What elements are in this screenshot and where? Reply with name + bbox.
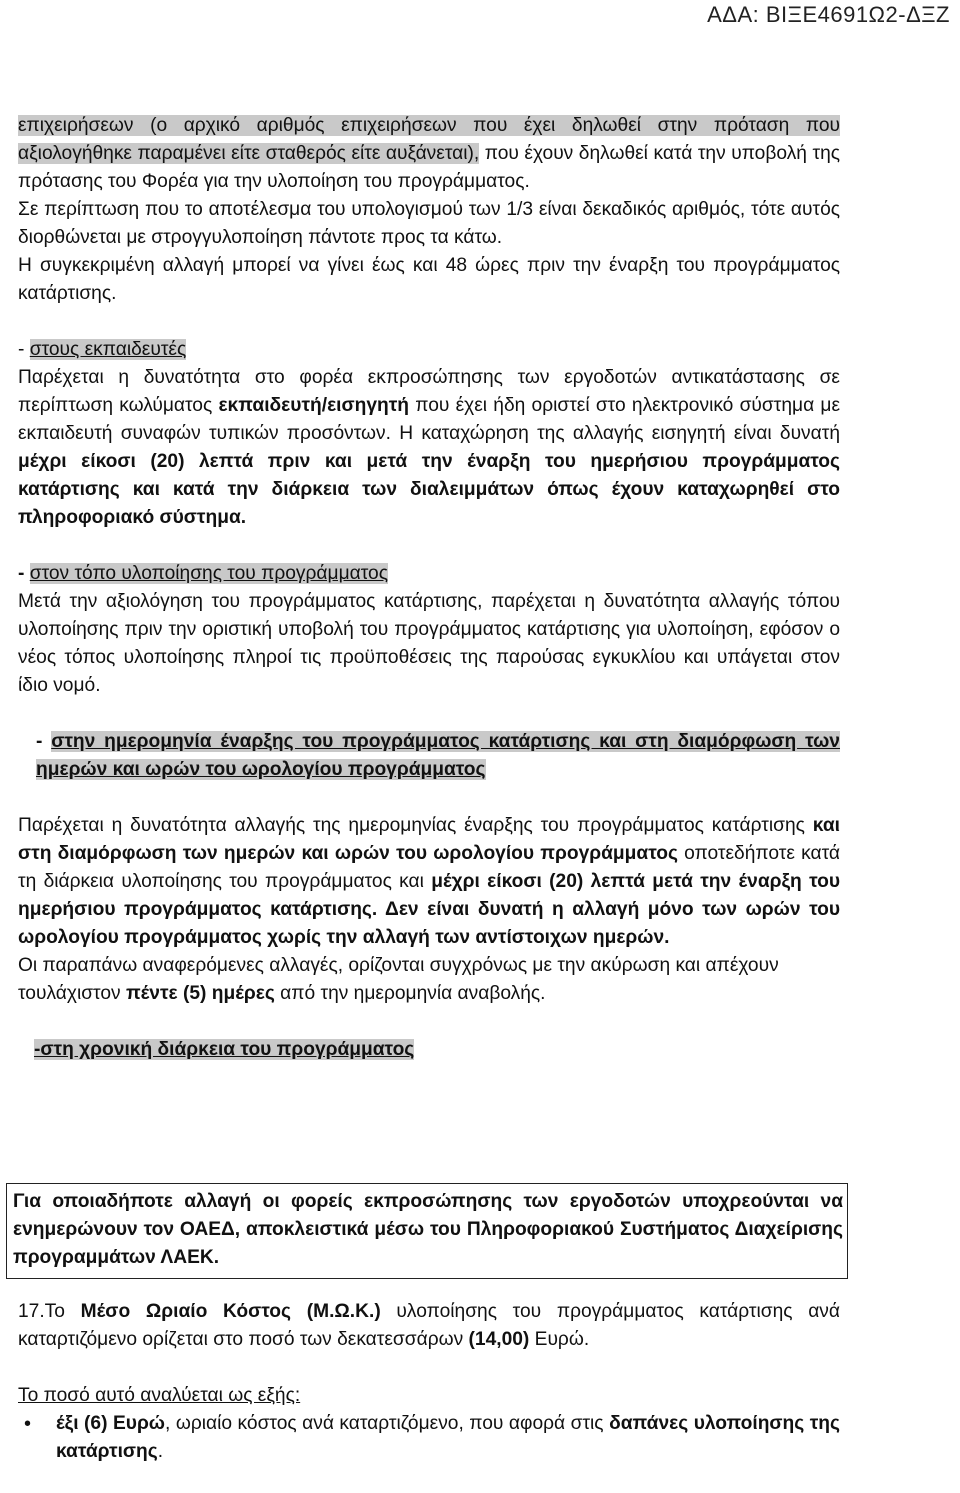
- text-span: .: [157, 1441, 164, 1462]
- text-span: οποτεδήποτε κατά τη διάρκεια υλοποίησης του προγράμματος και: [18, 843, 840, 892]
- text-span: υλοποίησης του προγράμματος κατάρτισης ανά καταρτιζόμενο ορίζεται στο ποσό των δεκατεσσάρων: [18, 1301, 840, 1350]
- section-title: -στη χρονική διάρκεια του προγράμματος: [34, 1039, 415, 1060]
- paragraph-48-hours: Η συγκεκριμένη αλλαγή μπορεί να γίνει έως και 48 ώρες πριν την έναρξη του προγράμματος κατάρτισης.: [18, 255, 840, 304]
- list-item: [18, 1410, 840, 1466]
- notice-box: [6, 1183, 848, 1279]
- text-span: Παρέχεται η δυνατότητα αλλαγής της ημερομηνίας έναρξης του προγράμματος κατάρτισης: [18, 815, 813, 836]
- bold-text: μέχρι είκοσι (20) λεπτά πριν και μετά την έναρξη του ημερήσιου προγράμματος κατάρτισης και κατά την διάρκεια των διαλειμμάτων όπως έχουν καταχωρηθεί στο πληροφοριακό σύστημα.: [18, 451, 840, 528]
- text-span: Παρέχεται η δυνατότητα στο φορέα εκπροσώπησης των εργοδοτών αντικατάστασης σε περίπτωση κωλύματος: [18, 367, 840, 416]
- paragraph-cost: [18, 1298, 840, 1354]
- text-span: που έχει ήδη οριστεί στο ηλεκτρονικό σύστημα με εκπαιδευτή συναφών τυπικών προσόντων. Η καταχώρηση της αλλαγής εισηγητή είναι δυνατή: [18, 395, 840, 444]
- section-place-heading: [18, 560, 840, 588]
- section-duration-heading: [18, 1036, 840, 1064]
- text-span: που έχουν δηλωθεί κατά την υποβολή της πρότασης του Φορέα για την υλοποίηση του προγράμματος.: [18, 143, 840, 192]
- bold-text: μέχρι είκοσι (20) λεπτά μετά την έναρξη του ημερήσιου προγράμματος κατάρτισης. Δεν είναι δυνατή η αλλαγή μόνο των ωρών του ωρολογίου προγράμματος χωρίς την αλλαγή των αντίστοιχων ημερών.: [18, 871, 840, 948]
- paragraph-teachers: [18, 364, 840, 532]
- cost-list: [18, 1410, 840, 1466]
- underlined-text: Το ποσό αυτό αναλύεται ως εξής:: [18, 1385, 301, 1406]
- bold-text: πέντε (5) ημέρες: [125, 983, 275, 1004]
- text-span: Ευρώ.: [529, 1329, 590, 1350]
- section-teachers-heading: [18, 336, 840, 364]
- bold-text: δαπάνες υλοποίησης της κατάρτισης: [56, 1413, 840, 1462]
- section-title: στην ημερομηνία έναρξης του προγράμματος κατάρτισης και στη διαμόρφωση των ημερών και ωρών του ωρολογίου προγράμματος: [36, 731, 840, 780]
- paragraph-rounding: Σε περίπτωση που το αποτέλεσμα του υπολογισμού των 1/3 είναι δεκαδικός αριθμός, τότε αυτός διορθώνεται με στρογγυλοποίηση πάντοτε προς τα κάτω.: [18, 199, 840, 248]
- notice-text: Για οποιαδήποτε αλλαγή οι φορείς εκπροσώπησης των εργοδοτών υποχρεούνται να ενημερώνουν τον ΟΑΕΔ, αποκλειστικά μέσω του Πληροφοριακού Συστήματος Διαχείρισης προγραμμάτων ΛΑΕΚ.: [13, 1191, 843, 1268]
- bold-text: έξι (6) Ευρώ: [56, 1413, 166, 1434]
- bold-text: Μέσο Ωριαίο Κόστος (Μ.Ω.Κ.): [80, 1301, 381, 1322]
- bold-text: και στη διαμόρφωση των ημερών και ωρών του ωρολογίου προγράμματος: [18, 815, 840, 864]
- text-span: από την ημερομηνία αναβολής.: [274, 983, 546, 1004]
- highlighted-text: επιχειρήσεων (ο αρχικό αριθμός επιχειρήσεων που έχει δηλωθεί στην πρόταση που αξιολογήθηκε παραμένει είτε σταθερός είτε αυξάνεται),: [18, 115, 840, 164]
- dash: -: [36, 731, 52, 752]
- text-span: Οι παραπάνω αναφερόμενες αλλαγές, ορίζονται συγχρόνως με την ακύρωση και απέχουν τουλάχιστον: [18, 955, 779, 1004]
- text-span: 17.Το: [18, 1301, 81, 1322]
- dash: -: [18, 563, 30, 584]
- cost-section: [18, 1298, 840, 1466]
- section-date-heading: [18, 728, 840, 784]
- document-body: [18, 112, 840, 1064]
- paragraph-date: [18, 812, 840, 952]
- paragraph-place: Μετά την αξιολόγηση του προγράμματος κατάρτισης, παρέχεται η δυνατότητα αλλαγής τόπου υλοποίησης πριν την οριστική υποβολή του προγράμματος κατάρτισης για υλοποίηση, εφόσον ο νέος τόπος υλοποίησης πληροί τις προϋποθέσεις της παρούσας εγκυκλίου και υπάγεται στον ίδιο νομό.: [18, 591, 840, 696]
- bold-text: (14,00): [468, 1329, 530, 1350]
- dash: -: [18, 339, 30, 360]
- text-span: , ωριαίο κόστος ανά καταρτιζόμενο, που αφορά στις: [165, 1413, 610, 1434]
- ada-code: ΑΔΑ: ΒΙΞΕ4691Ω2-ΔΞΖ: [707, 2, 950, 27]
- section-title: στον τόπο υλοποίησης του προγράμματος: [29, 563, 388, 584]
- bold-text: εκπαιδευτή/εισηγητή: [218, 395, 410, 416]
- paragraph-enterprises: [18, 112, 840, 196]
- paragraph-cancellation: [18, 952, 840, 1008]
- section-title: στους εκπαιδευτές: [29, 339, 187, 360]
- cost-breakdown-heading: [18, 1382, 840, 1410]
